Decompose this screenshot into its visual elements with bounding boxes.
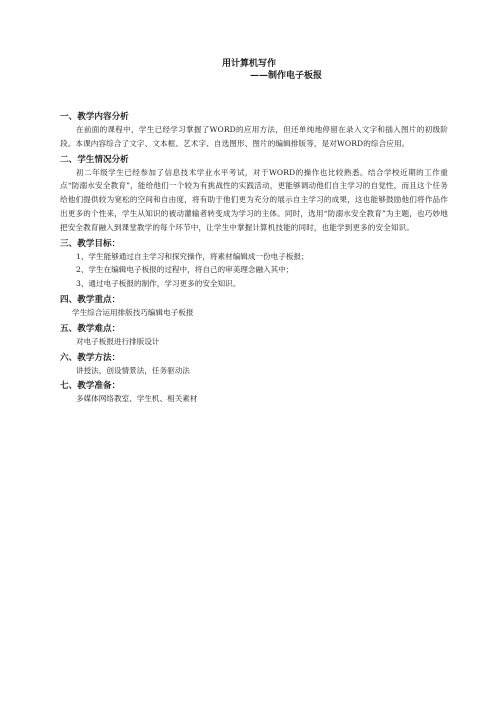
document-title: 用计算机写作 — [222, 59, 277, 69]
section-paragraph: 在前面的课程中，学生已经学习掌握了WORD的应用方法，但还单纯地停留在录入文字和插入图片的初级阶段。本课内容综合了文字、文本框、艺术字、自选图形、图片的编辑排版等，是对WORD的综合应用。 — [60, 125, 448, 148]
key-point-item: 学生综合运用排版技巧编辑电子板报 — [72, 307, 194, 317]
section-heading-content-analysis: 一、教学内容分析 — [60, 112, 129, 122]
section-heading-student-analysis: 二、学生情况分析 — [60, 154, 129, 165]
document-body — [60, 111, 448, 406]
objective-item: 1、学生能够通过自主学习和探究操作，将素材编辑成一份电子板报； — [76, 251, 309, 261]
section-heading-methods: 六、教学方法： — [60, 352, 121, 363]
section-heading-difficulties: 五、教学难点： — [60, 323, 121, 334]
objective-item: 3、通过电子板报的制作，学习更多的安全知识。 — [76, 279, 241, 289]
method-item: 讲授法，创设情景法，任务驱动法 — [76, 365, 190, 375]
difficulty-item: 对电子板报进行排版设计 — [76, 336, 160, 346]
objective-item: 2、学生在编辑电子板报的过程中，将自己的审美理念融入其中； — [76, 265, 294, 275]
section-paragraph: 初二年级学生已经参加了信息技术学业水平考试，对于WORD的操作也比较熟悉。结合学校近期的工作重点“防溺水安全教育”，能给他们一个较为有挑战性的实践活动，更能够调动他们自主学习的自觉性，而且这个任务给他们提供较为宽松的空间和自由度，将有助于他们更为充分的展示自主学习的成果，这也能够鼓励他们将作品作出更多的个性来，学生从知识的被动灌输者转变成为学习的主体。同时，选用“防溺水安全教育”为主题，也巧妙地把安全教育融入到课堂教学的每个环节中，让学生中掌握计算机技能的同时，也能学到更多的安全知识。 — [60, 167, 448, 232]
section-heading-objectives: 三、教学目标： — [60, 238, 121, 249]
preparation-item: 多媒体网络教室、学生机、相关素材 — [76, 394, 198, 404]
document-subtitle: ——制作电子板报 — [250, 71, 323, 81]
section-heading-preparation: 七、教学准备： — [60, 381, 121, 392]
section-heading-key-points: 四、教学重点： — [60, 294, 121, 305]
